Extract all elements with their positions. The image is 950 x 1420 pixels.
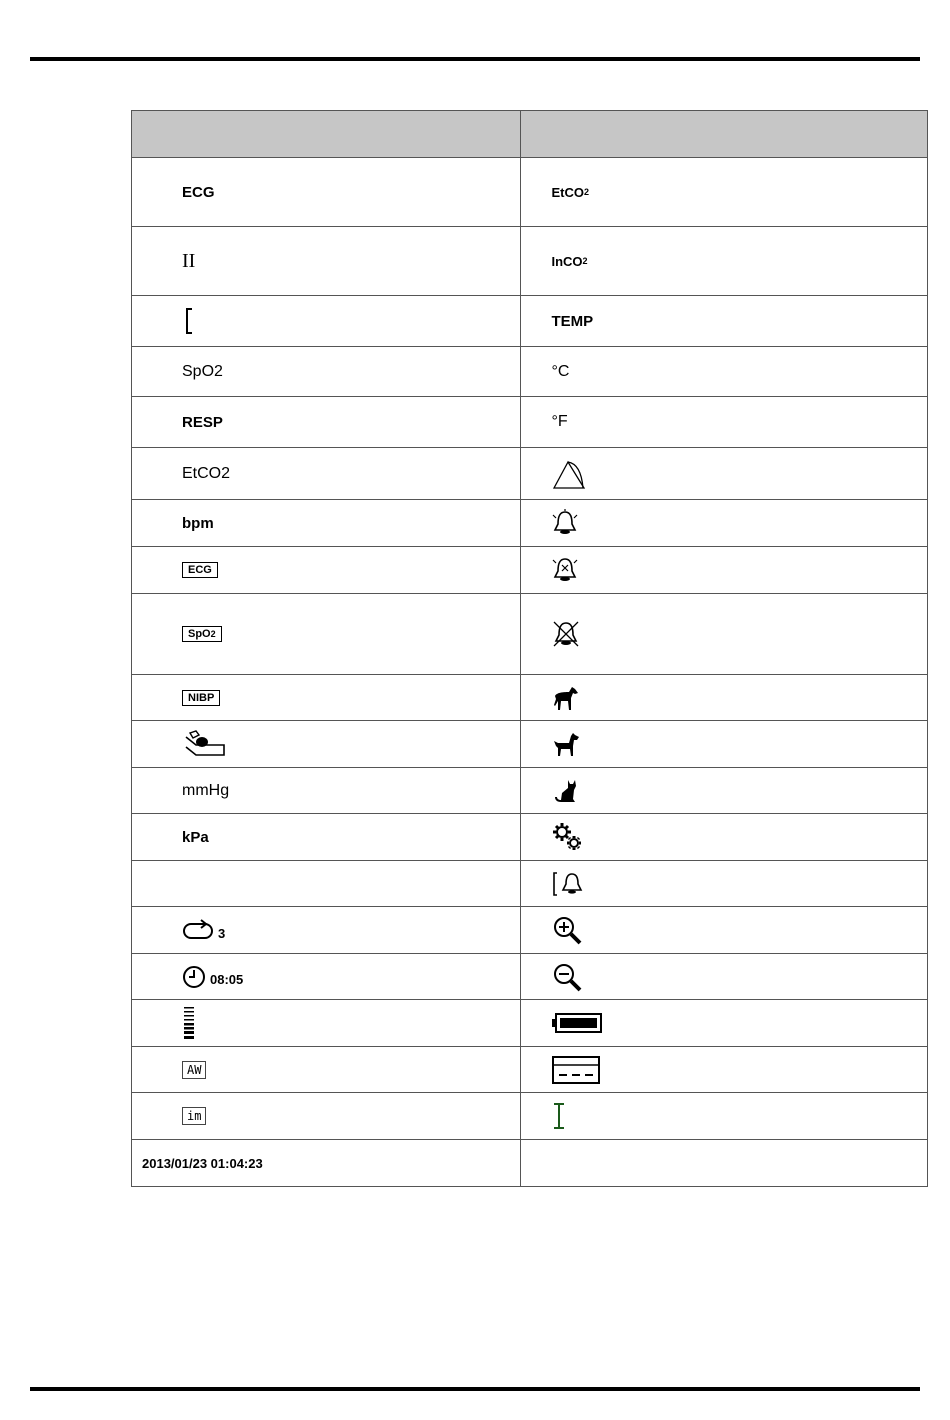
symbol-text: AW bbox=[182, 1061, 206, 1079]
right-cell bbox=[521, 1140, 928, 1187]
table-header-row bbox=[132, 111, 928, 158]
symbol-text: bpm bbox=[182, 514, 214, 532]
table-row bbox=[132, 721, 928, 768]
symbol-text: mmHg bbox=[182, 781, 230, 799]
symbol-label bbox=[182, 465, 230, 483]
datetime-text: 2013/01/23 01:04:23 bbox=[142, 1155, 263, 1171]
zoom-in-icon bbox=[551, 914, 583, 946]
boxed-label bbox=[182, 562, 218, 578]
table-row bbox=[132, 547, 928, 594]
left-cell bbox=[132, 448, 521, 500]
right-cell bbox=[521, 1000, 928, 1047]
right-cell bbox=[521, 500, 928, 547]
right-cell bbox=[521, 954, 928, 1000]
left-cell bbox=[132, 721, 521, 768]
left-cell bbox=[132, 675, 521, 721]
symbol-label bbox=[182, 414, 223, 431]
symbol-with-value bbox=[182, 965, 243, 989]
bottom-rule bbox=[30, 1387, 920, 1391]
datetime-label bbox=[132, 1156, 263, 1171]
right-cell bbox=[521, 768, 928, 814]
table-row bbox=[132, 347, 928, 397]
right-cell bbox=[521, 158, 928, 227]
triangle-arc-icon bbox=[551, 458, 587, 490]
horse-icon bbox=[551, 684, 581, 712]
clock-icon bbox=[182, 965, 206, 989]
left-cell bbox=[132, 1000, 521, 1047]
right-cell bbox=[521, 347, 928, 397]
right-cell bbox=[521, 397, 928, 448]
dog-icon bbox=[551, 730, 581, 758]
symbol-label bbox=[182, 829, 209, 846]
symbol-text: InCO bbox=[551, 253, 583, 269]
symbol-subscript: 2 bbox=[583, 187, 589, 197]
gears-icon bbox=[551, 821, 585, 853]
table-row bbox=[132, 907, 928, 954]
table-row bbox=[132, 675, 928, 721]
right-cell bbox=[521, 814, 928, 861]
lead-ii-label bbox=[182, 250, 195, 273]
symbol-text: NIBP bbox=[182, 690, 220, 706]
signal-bar-icon bbox=[182, 1005, 196, 1041]
left-cell bbox=[132, 907, 521, 954]
symbol-text: kPa bbox=[182, 828, 209, 846]
right-cell bbox=[521, 296, 928, 347]
left-cell bbox=[132, 1140, 521, 1187]
alarm-off-icon bbox=[551, 619, 581, 649]
table-row bbox=[132, 1140, 928, 1187]
table-row bbox=[132, 1000, 928, 1047]
symbol-label bbox=[551, 254, 587, 269]
left-cell bbox=[132, 1047, 521, 1093]
left-cell bbox=[132, 547, 521, 594]
nibp-cuff-icon bbox=[182, 729, 228, 759]
right-cell bbox=[521, 721, 928, 768]
right-cell bbox=[521, 675, 928, 721]
symbol-text: EtCO bbox=[551, 184, 584, 200]
left-cell bbox=[132, 954, 521, 1000]
zoom-out-icon bbox=[551, 961, 583, 993]
left-cell bbox=[132, 347, 521, 397]
alarm-bracket-icon bbox=[551, 870, 587, 898]
header-right bbox=[521, 111, 928, 158]
symbol-text: im bbox=[182, 1107, 206, 1125]
left-cell bbox=[132, 1093, 521, 1140]
symbol-text: °C bbox=[551, 362, 570, 380]
table-row bbox=[132, 1047, 928, 1093]
mode-box-label bbox=[182, 1107, 206, 1125]
right-cell bbox=[521, 1047, 928, 1093]
symbol-label bbox=[551, 413, 567, 431]
table-row bbox=[132, 227, 928, 296]
left-cell bbox=[132, 814, 521, 861]
symbol-text: SpO2 bbox=[182, 362, 223, 380]
header-left bbox=[132, 111, 521, 158]
display-panel-icon bbox=[551, 1055, 601, 1085]
left-cell bbox=[132, 397, 521, 448]
alarm-paused-icon bbox=[551, 556, 579, 584]
symbol-text: SpO bbox=[188, 628, 211, 640]
symbol-text: ECG bbox=[182, 183, 215, 201]
mode-box-label bbox=[182, 1061, 206, 1079]
symbol-label bbox=[182, 782, 229, 800]
table-row bbox=[132, 448, 928, 500]
table-row bbox=[132, 768, 928, 814]
symbol-value: 08:05 bbox=[210, 972, 244, 987]
symbol-text: RESP bbox=[182, 413, 223, 431]
table-row bbox=[132, 158, 928, 227]
top-rule bbox=[30, 57, 920, 61]
symbol-text: °F bbox=[551, 413, 568, 430]
bracket-icon bbox=[182, 306, 196, 336]
symbol-subscript: 2 bbox=[210, 629, 216, 639]
symbol-text: EtCO2 bbox=[182, 464, 231, 482]
table-row bbox=[132, 954, 928, 1000]
symbol-subscript: 2 bbox=[582, 256, 588, 266]
left-cell bbox=[132, 296, 521, 347]
boxed-label bbox=[182, 626, 222, 642]
right-cell bbox=[521, 907, 928, 954]
symbol-value: 3 bbox=[218, 925, 226, 941]
right-cell bbox=[521, 1093, 928, 1140]
left-cell bbox=[132, 594, 521, 675]
table-row bbox=[132, 296, 928, 347]
right-cell bbox=[521, 861, 928, 907]
symbol-table bbox=[131, 110, 928, 1187]
table-row bbox=[132, 500, 928, 547]
symbol-label bbox=[182, 184, 215, 201]
cat-icon bbox=[551, 777, 581, 805]
left-cell bbox=[132, 768, 521, 814]
alarm-bell-icon bbox=[551, 509, 579, 537]
table-row bbox=[132, 1093, 928, 1140]
left-cell bbox=[132, 158, 521, 227]
symbol-text: TEMP bbox=[551, 312, 594, 330]
table-row bbox=[132, 861, 928, 907]
right-cell bbox=[521, 547, 928, 594]
cursor-i-icon bbox=[551, 1101, 567, 1131]
table-row bbox=[132, 397, 928, 448]
symbol-label bbox=[182, 515, 214, 532]
left-cell bbox=[132, 227, 521, 296]
boxed-frame bbox=[182, 626, 222, 642]
symbol-label bbox=[551, 363, 569, 381]
symbol-label bbox=[551, 185, 589, 200]
symbol-label bbox=[551, 313, 593, 330]
left-cell bbox=[132, 861, 521, 907]
symbol-label bbox=[182, 363, 223, 381]
right-cell bbox=[521, 227, 928, 296]
right-cell bbox=[521, 594, 928, 675]
table-body bbox=[132, 158, 928, 1187]
symbol-text: II bbox=[182, 249, 196, 272]
left-cell bbox=[132, 500, 521, 547]
table-row bbox=[132, 594, 928, 675]
symbol-text: ECG bbox=[182, 562, 218, 578]
loop-icon bbox=[182, 919, 214, 941]
symbol-with-value bbox=[182, 919, 225, 941]
boxed-label bbox=[182, 690, 220, 706]
battery-icon bbox=[551, 1012, 603, 1034]
table-row bbox=[132, 814, 928, 861]
right-cell bbox=[521, 448, 928, 500]
